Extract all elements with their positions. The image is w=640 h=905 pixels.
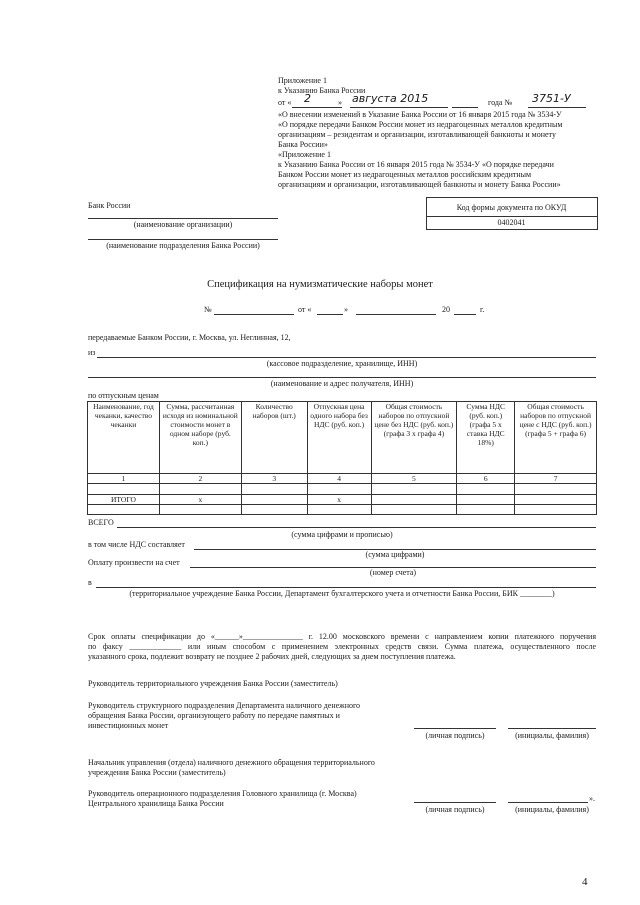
col-header-qty: Количество наборов (шт.)	[241, 402, 307, 474]
amend-line-3: организациям – резидентам и организации, изготавливающей банкноты и монету	[278, 130, 556, 139]
prices-label: по отпускным ценам	[88, 391, 159, 400]
col-header-total-novat: Общая стоимость наборов по отпускной цене без НДС (руб. коп.) (графа 3 х графа 4)	[371, 402, 457, 474]
sig-op-2: Центрального хранилища Банка России	[88, 799, 224, 808]
terms-line-2: по факсу _____________ или иным способом с применением электронных средств связи. Сумма платежа, осуществленного после	[88, 642, 596, 651]
col-number: 2	[159, 474, 241, 484]
app-line-3: Банком России монет из недрагоценных металлов российским кредитным	[278, 170, 532, 179]
table-cell	[515, 495, 597, 505]
number-close: »	[344, 305, 348, 314]
sig-head-territorial: Руководитель территориального учреждения Банка России (заместитель)	[88, 679, 338, 688]
total-x-mark: х	[307, 495, 371, 505]
appendix-year-label: года №	[488, 98, 513, 107]
col-header-price: Отпускная цена одного набора без НДС (руб. коп.)	[307, 402, 371, 474]
iz-label: из	[88, 348, 96, 357]
number-year: 20	[442, 305, 450, 314]
recipient-caption: (наименование и адрес получателя, ИНН)	[270, 379, 414, 388]
v-label: в	[88, 578, 92, 587]
bank-name: Банк России	[88, 201, 131, 210]
page-number: 4	[582, 876, 588, 888]
col-header-total-vat: Общая стоимость наборов по отпускной цене с НДС (руб. коп.) (графа 5 + графа 6)	[515, 402, 597, 474]
appendix-line-1: Приложение 1	[278, 76, 327, 85]
col-number: 1	[88, 474, 160, 484]
terms-line-1: Срок оплаты спецификации до «______»_______________ г. 12.00 московского времени с направлением копии платежного поручения	[88, 632, 596, 641]
account-caption: (номер счета)	[369, 568, 417, 577]
col-number: 3	[241, 474, 307, 484]
number-sign: №	[204, 305, 212, 314]
table-cell	[307, 505, 371, 515]
transferred-text: передаваемые Банком России, г. Москва, ул. Неглинная, 12,	[88, 333, 291, 342]
table-cell	[515, 484, 597, 495]
org-caption: (наименование организации)	[133, 220, 233, 229]
appendix-day: 2	[304, 92, 311, 105]
table-cell	[457, 495, 515, 505]
app-line-2: к Указанию Банка России от 16 января 2015 года № 3534-У «О порядке передачи	[278, 160, 554, 169]
pay-label: Оплату произвести на счет	[88, 558, 180, 567]
col-number: 4	[307, 474, 371, 484]
app-line-4: организациям и организации, изготавливающей банкноты и монету Банка России»	[278, 180, 561, 189]
table-cell	[371, 495, 457, 505]
number-g: г.	[480, 305, 485, 314]
table-cell	[88, 505, 160, 515]
appendix-number: 3751-У	[532, 92, 571, 105]
amend-line-2: «О порядке передачи Банком России монет из недрагоценных металлов кредитным	[278, 120, 563, 129]
subdiv-caption: (наименование подразделения Банка России)	[106, 241, 260, 250]
table-cell	[88, 484, 160, 495]
col-header-vat: Сумма НДС (руб. коп.) (графа 5 х ставка НДС 18%)	[457, 402, 515, 474]
sig-head-struct-3: инвестиционных монет	[88, 721, 169, 730]
table-cell	[241, 495, 307, 505]
sig-head-struct-1: Руководитель структурного подразделения Департамента наличного денежного	[88, 701, 361, 710]
total-label: ИТОГО	[88, 495, 160, 505]
table-cell	[159, 484, 241, 495]
table-cell	[457, 484, 515, 495]
vat-caption: (сумма цифрами)	[365, 550, 425, 559]
appendix-from-prefix: от «	[278, 98, 292, 107]
table-cell	[371, 484, 457, 495]
sum-caption: (сумма цифрами и прописью)	[291, 530, 393, 539]
spec-table	[87, 401, 597, 515]
initials-caption: (инициалы, фамилия)	[515, 805, 589, 814]
vsego-label: ВСЕГО	[88, 518, 114, 527]
amend-line-1: «О внесении изменений в Указание Банка России от 16 января 2015 года № 3534-У	[278, 110, 562, 119]
col-number: 5	[371, 474, 457, 484]
app-line-1: «Приложение 1	[278, 150, 331, 159]
appendix-month-year: августа 2015	[352, 92, 429, 105]
vat-label: в том числе НДС составляет	[88, 540, 185, 549]
initials-caption: (инициалы, фамилия)	[515, 731, 589, 740]
number-from: от «	[298, 305, 312, 314]
sig-op-1: Руководитель операционного подразделения Головного хранилища (г. Москва)	[88, 789, 357, 798]
col-number: 6	[457, 474, 515, 484]
col-header-name: Наименование, год чеканки, качество чеканки	[88, 402, 160, 474]
table-cell	[241, 484, 307, 495]
total-x-mark: х	[159, 495, 241, 505]
quote-end: ».	[589, 794, 595, 803]
table-cell	[371, 505, 457, 515]
sig-chief-1: Начальник управления (отдела) наличного денежного обращения территориального	[88, 758, 375, 767]
table-cell	[457, 505, 515, 515]
okud-caption: Код формы документа по ОКУД	[456, 203, 567, 212]
appendix-line-2: к Указанию Банка России	[278, 86, 366, 95]
appendix-day-suffix: »	[338, 98, 342, 107]
col-number: 7	[515, 474, 597, 484]
amend-line-4: Банка России»	[278, 140, 328, 149]
table-cell	[241, 505, 307, 515]
col-header-sum: Сумма, рассчитанная исходя из номинальной стоимости монет в одном наборе (руб. коп.)	[159, 402, 241, 474]
table-cell	[307, 484, 371, 495]
sig-head-struct-2: обращения Банка России, организующего работу по передаче памятных и	[88, 711, 340, 720]
bank-caption: (территориальное учреждение Банка России, Департамент бухгалтерского учета и отчетности Банка России, БИК ________)	[129, 589, 555, 598]
sign-caption: (личная подпись)	[425, 805, 485, 814]
sign-caption: (личная подпись)	[425, 731, 485, 740]
table-cell	[159, 505, 241, 515]
sig-chief-2: учреждения Банка России (заместитель)	[88, 768, 226, 777]
page-title: Спецификация на нумизматические наборы монет	[207, 279, 433, 290]
table-cell	[515, 505, 597, 515]
terms-line-3: указанного срока, подлежит возврату не позднее 2 рабочих дней, следующих за днем поступления платежа.	[88, 652, 456, 661]
cash-caption: (кассовое подразделение, хранилище, ИНН)	[266, 359, 418, 368]
okud-code: 0402041	[497, 218, 526, 227]
